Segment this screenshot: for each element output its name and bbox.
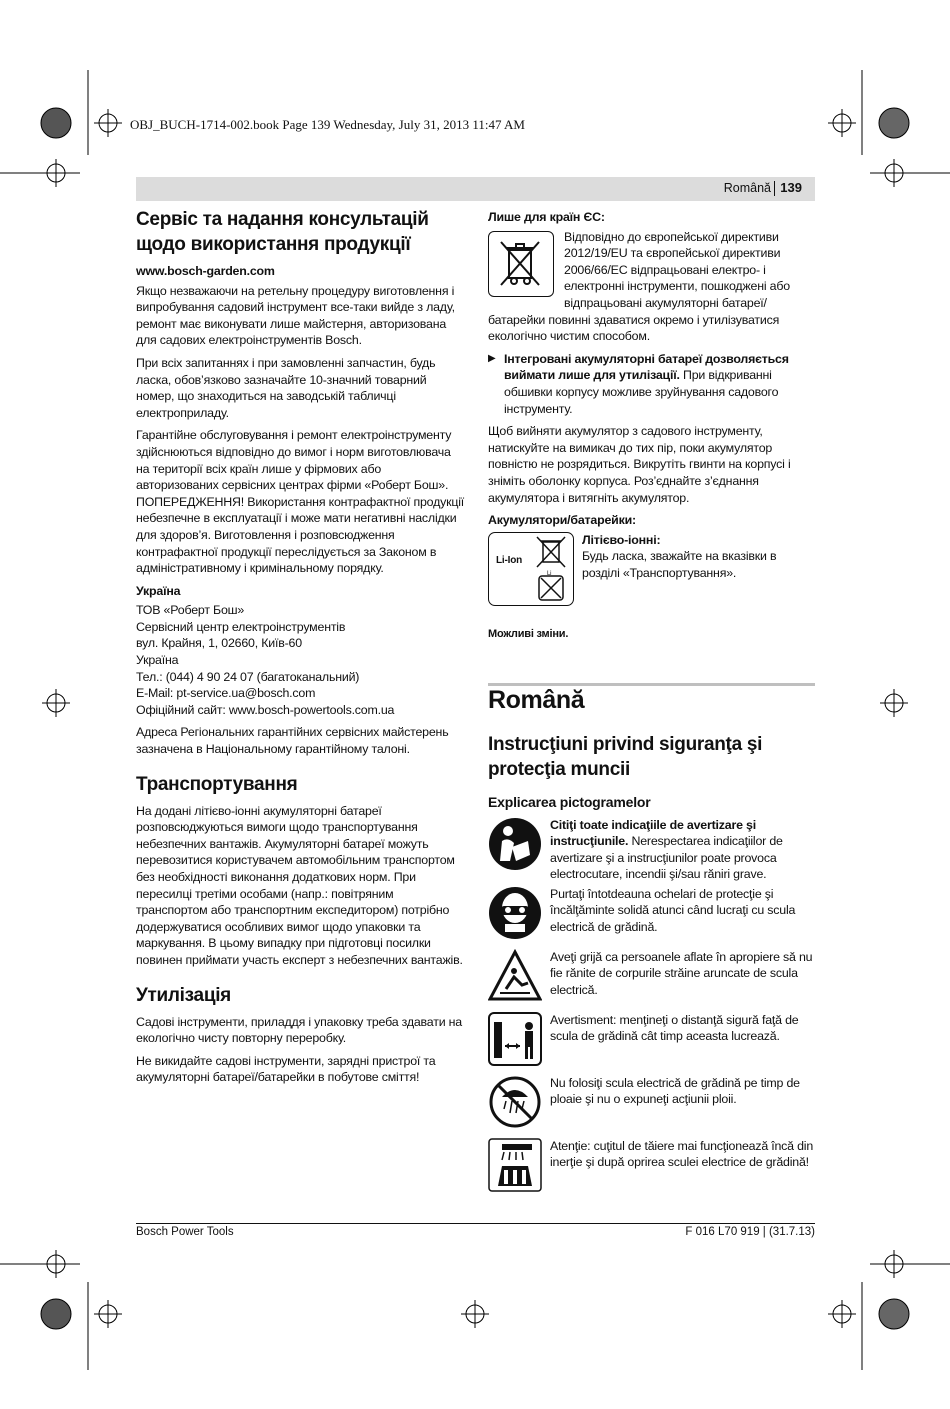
address-line: E-Mail: pt-service.ua@bosch.com <box>136 686 316 701</box>
li-small-label: Li <box>547 570 552 577</box>
romanian-block <box>488 732 815 1201</box>
ro-item-read-manual <box>488 817 815 882</box>
service-address <box>136 602 466 718</box>
footer-brand: Bosch Power Tools <box>136 1226 234 1238</box>
disposal-title: Утилізація <box>136 984 231 1006</box>
liion-text-block <box>582 532 815 606</box>
ro-item-text: Purtaţi întotdeauna ochelari de protecţie şi încălţăminte solidă atunci când lucraţi cu scula electrică de grădină. <box>550 886 796 934</box>
service-url: www.bosch-garden.com <box>136 264 275 278</box>
ro-item-text: Avertisment: menţineţi o distanţă sigură faţă de scula de grădină cât timp aceasta lucrează. <box>550 1012 799 1044</box>
page-number: 139 <box>780 180 802 195</box>
footer-rule <box>136 1223 815 1224</box>
blade-rundown-icon <box>488 1138 542 1192</box>
bullet-triangle-icon: ▶ <box>488 352 496 364</box>
no-rain-icon <box>488 1075 542 1129</box>
ro-item-blade-rundown <box>488 1138 815 1194</box>
service-paragraph-2: При всіх запитаннях і при замовленні запчастин, будь ласка, обов’язково зазначайте 10-значний товарний номер, що знаходиться на заводській табличці електроприладу. <box>136 355 436 420</box>
safe-distance-icon <box>488 1012 542 1066</box>
liion-label: Li-Ion <box>496 554 523 566</box>
left-column <box>136 207 466 1092</box>
ro-item-bold: Citiţi toate indicaţiile de avertizare şi instrucţiunile. <box>550 817 756 849</box>
ro-item-text: Nu folosiţi scula electrică de grădină pe timp de ploaie şi nu o expuneţi acţiunii ploii. <box>550 1075 800 1107</box>
ro-item-text: Aveţi grijă ca persoanele aflate în apropiere să nu fie rănite de corpurile străine aruncate de scula electrică. <box>550 949 813 997</box>
service-paragraph-1: Якщо незважаючи на ретельну процедуру виготовлення і випробування садовий інструмент все-таки вийде з ладу, ремонт має виконувати лише майстерня, авторизована для садових електроінструментів Bosch. <box>136 283 455 348</box>
service-paragraph-4: Адреса Регіональних гарантійних сервісних майстерень зазначена в Національному гарантійному талоні. <box>136 725 449 757</box>
address-line: Офіційний сайт: www.bosch-powertools.com.ua <box>136 702 395 717</box>
address-line: Україна <box>136 653 179 668</box>
eu-disposal-text: Відповідно до європейської директиви 2012/19/EU та європейської директиви 2006/66/EC відпрацьовані електро- і електронні інструменти, пошкоджені або відпрацьовані акумуляторні батареї/батарейки повинні здаватися окремо і утилізуватися екологічно чистим способом. <box>488 229 790 344</box>
batteries-heading: Акумулятори/батарейки: <box>488 513 636 528</box>
ukraine-heading: Україна <box>136 583 181 598</box>
changes-note: Можливі зміни. <box>488 627 569 640</box>
address-line: Сервісний центр електроінструментів <box>136 619 346 634</box>
eu-disposal-block <box>488 229 815 345</box>
liion-battery-icon <box>488 532 574 606</box>
liion-heading: Літієво-іонні: <box>582 532 661 547</box>
print-header: OBJ_BUCH-1714-002.book Page 139 Wednesday, July 31, 2013 11:47 AM <box>130 117 525 132</box>
ro-item-distance <box>488 1012 815 1068</box>
ro-item-bystanders <box>488 949 815 1005</box>
ro-item-normal: Nerespectarea indicaţiilor de avertizare şi a instrucţiunilor poate provoca electrocutare, incendii şi/sau răniri grave. <box>550 834 783 882</box>
ro-item-text <box>550 817 815 882</box>
bullet-bold-text: Інтегровані акумуляторні батареї дозволяється виймати лише для утилізації. <box>504 351 789 383</box>
disposal-paragraph-2: Не викидайте садові інструменти, зарядні пристрої та акумуляторні батареї/батарейки в побутове сміття! <box>136 1053 436 1085</box>
thrown-objects-warning-icon <box>488 949 542 1003</box>
address-line: Тел.: (044) 4 90 24 07 (багатоканальний) <box>136 669 360 684</box>
integrated-battery-bullet <box>488 351 815 417</box>
liion-row <box>488 532 815 606</box>
bullet-text <box>504 351 815 417</box>
section-name: Română <box>723 181 771 195</box>
disposal-paragraph-1: Садові інструменти, приладдя і упаковку треба здавати на екологічно чисту повторну переробку. <box>136 1014 462 1046</box>
battery-removal-paragraph: Щоб вийняти акумулятор з садового інструменту, натискуйте на вимикач до тих пір, поки акумулятор повністю не розрядиться. Викрутіть гвинти на корпусі і зніміть оболонку корпуса. Роз’єднайте з’єднання акумулятора і витягніть акумулятор. <box>488 424 791 505</box>
ro-item-rain <box>488 1075 815 1131</box>
weee-bin-icon <box>488 231 554 297</box>
service-paragraph-3: Гарантійне обслуговування і ремонт електроінструменту здійснюються відповідно до вимог і норм виготовлювача на території всіх країн лише у фірмових або авторизованих сервісних центрах фірми «Роберт Бош». ПОПЕРЕДЖЕННЯ! Використання контрафактної продукції небезпечне в експлуатації і може мати негативні наслідки для здоров’я. Виготовлення і розповсюдження контрафактної продукції переслідується за Законом в адміністративному і кримінальному порядку. <box>136 428 465 576</box>
transport-title: Транспортування <box>136 773 298 795</box>
ro-safety-title: Instrucţiuni privind siguranţa şi protecţia muncii <box>488 734 763 780</box>
liion-text: Будь ласка, зважайте на вказівки в розділі «Транспортування». <box>582 549 777 580</box>
ro-item-text: Atenţie: cuţitul de tăiere mai funcţionează încă din inerţie şi după oprirea sculei electrice de grădină! <box>550 1138 814 1170</box>
ro-picto-heading: Explicarea pictogramelor <box>488 794 651 810</box>
romanian-title: Română <box>488 686 585 714</box>
eu-heading: Лише для країн ЄС: <box>488 210 605 224</box>
address-line: вул. Крайня, 1, 02660, Київ-60 <box>136 636 302 651</box>
header-separator <box>774 181 775 196</box>
footer-doc-number: F 016 L70 919 | (31.7.13) <box>685 1226 815 1238</box>
safety-glasses-icon <box>488 886 542 940</box>
bullet-normal-text: При відкриванні обшивки корпусу можливе зруйнування садового інструменту. <box>504 368 779 416</box>
ro-item-protective-gear <box>488 886 815 942</box>
service-title: Сервіс та надання консультацій щодо використання продукції <box>136 209 429 255</box>
right-column <box>488 209 815 642</box>
address-line: ТОВ «Роберт Бош» <box>136 603 245 618</box>
page-header-band <box>136 177 815 201</box>
read-manual-icon <box>488 817 542 871</box>
transport-paragraph: На додані літієво-іонні акумуляторні батареї розповсюджуються вимоги щодо транспортування небезпечних вантажів. Акумуляторні батареї можуть перевозитися користувачем автомобільним транспортом без необхідності виконання додаткових норм. При пересилці третіми особами (напр.: повітряним транспортом або транспортним експедитором) потрібно додержуватися особливих вимог щодо упаковки та маркування. В цьому випадку при підготовці посилки повинен приймати участь експерт з небезпечних вантажів. <box>136 803 463 967</box>
